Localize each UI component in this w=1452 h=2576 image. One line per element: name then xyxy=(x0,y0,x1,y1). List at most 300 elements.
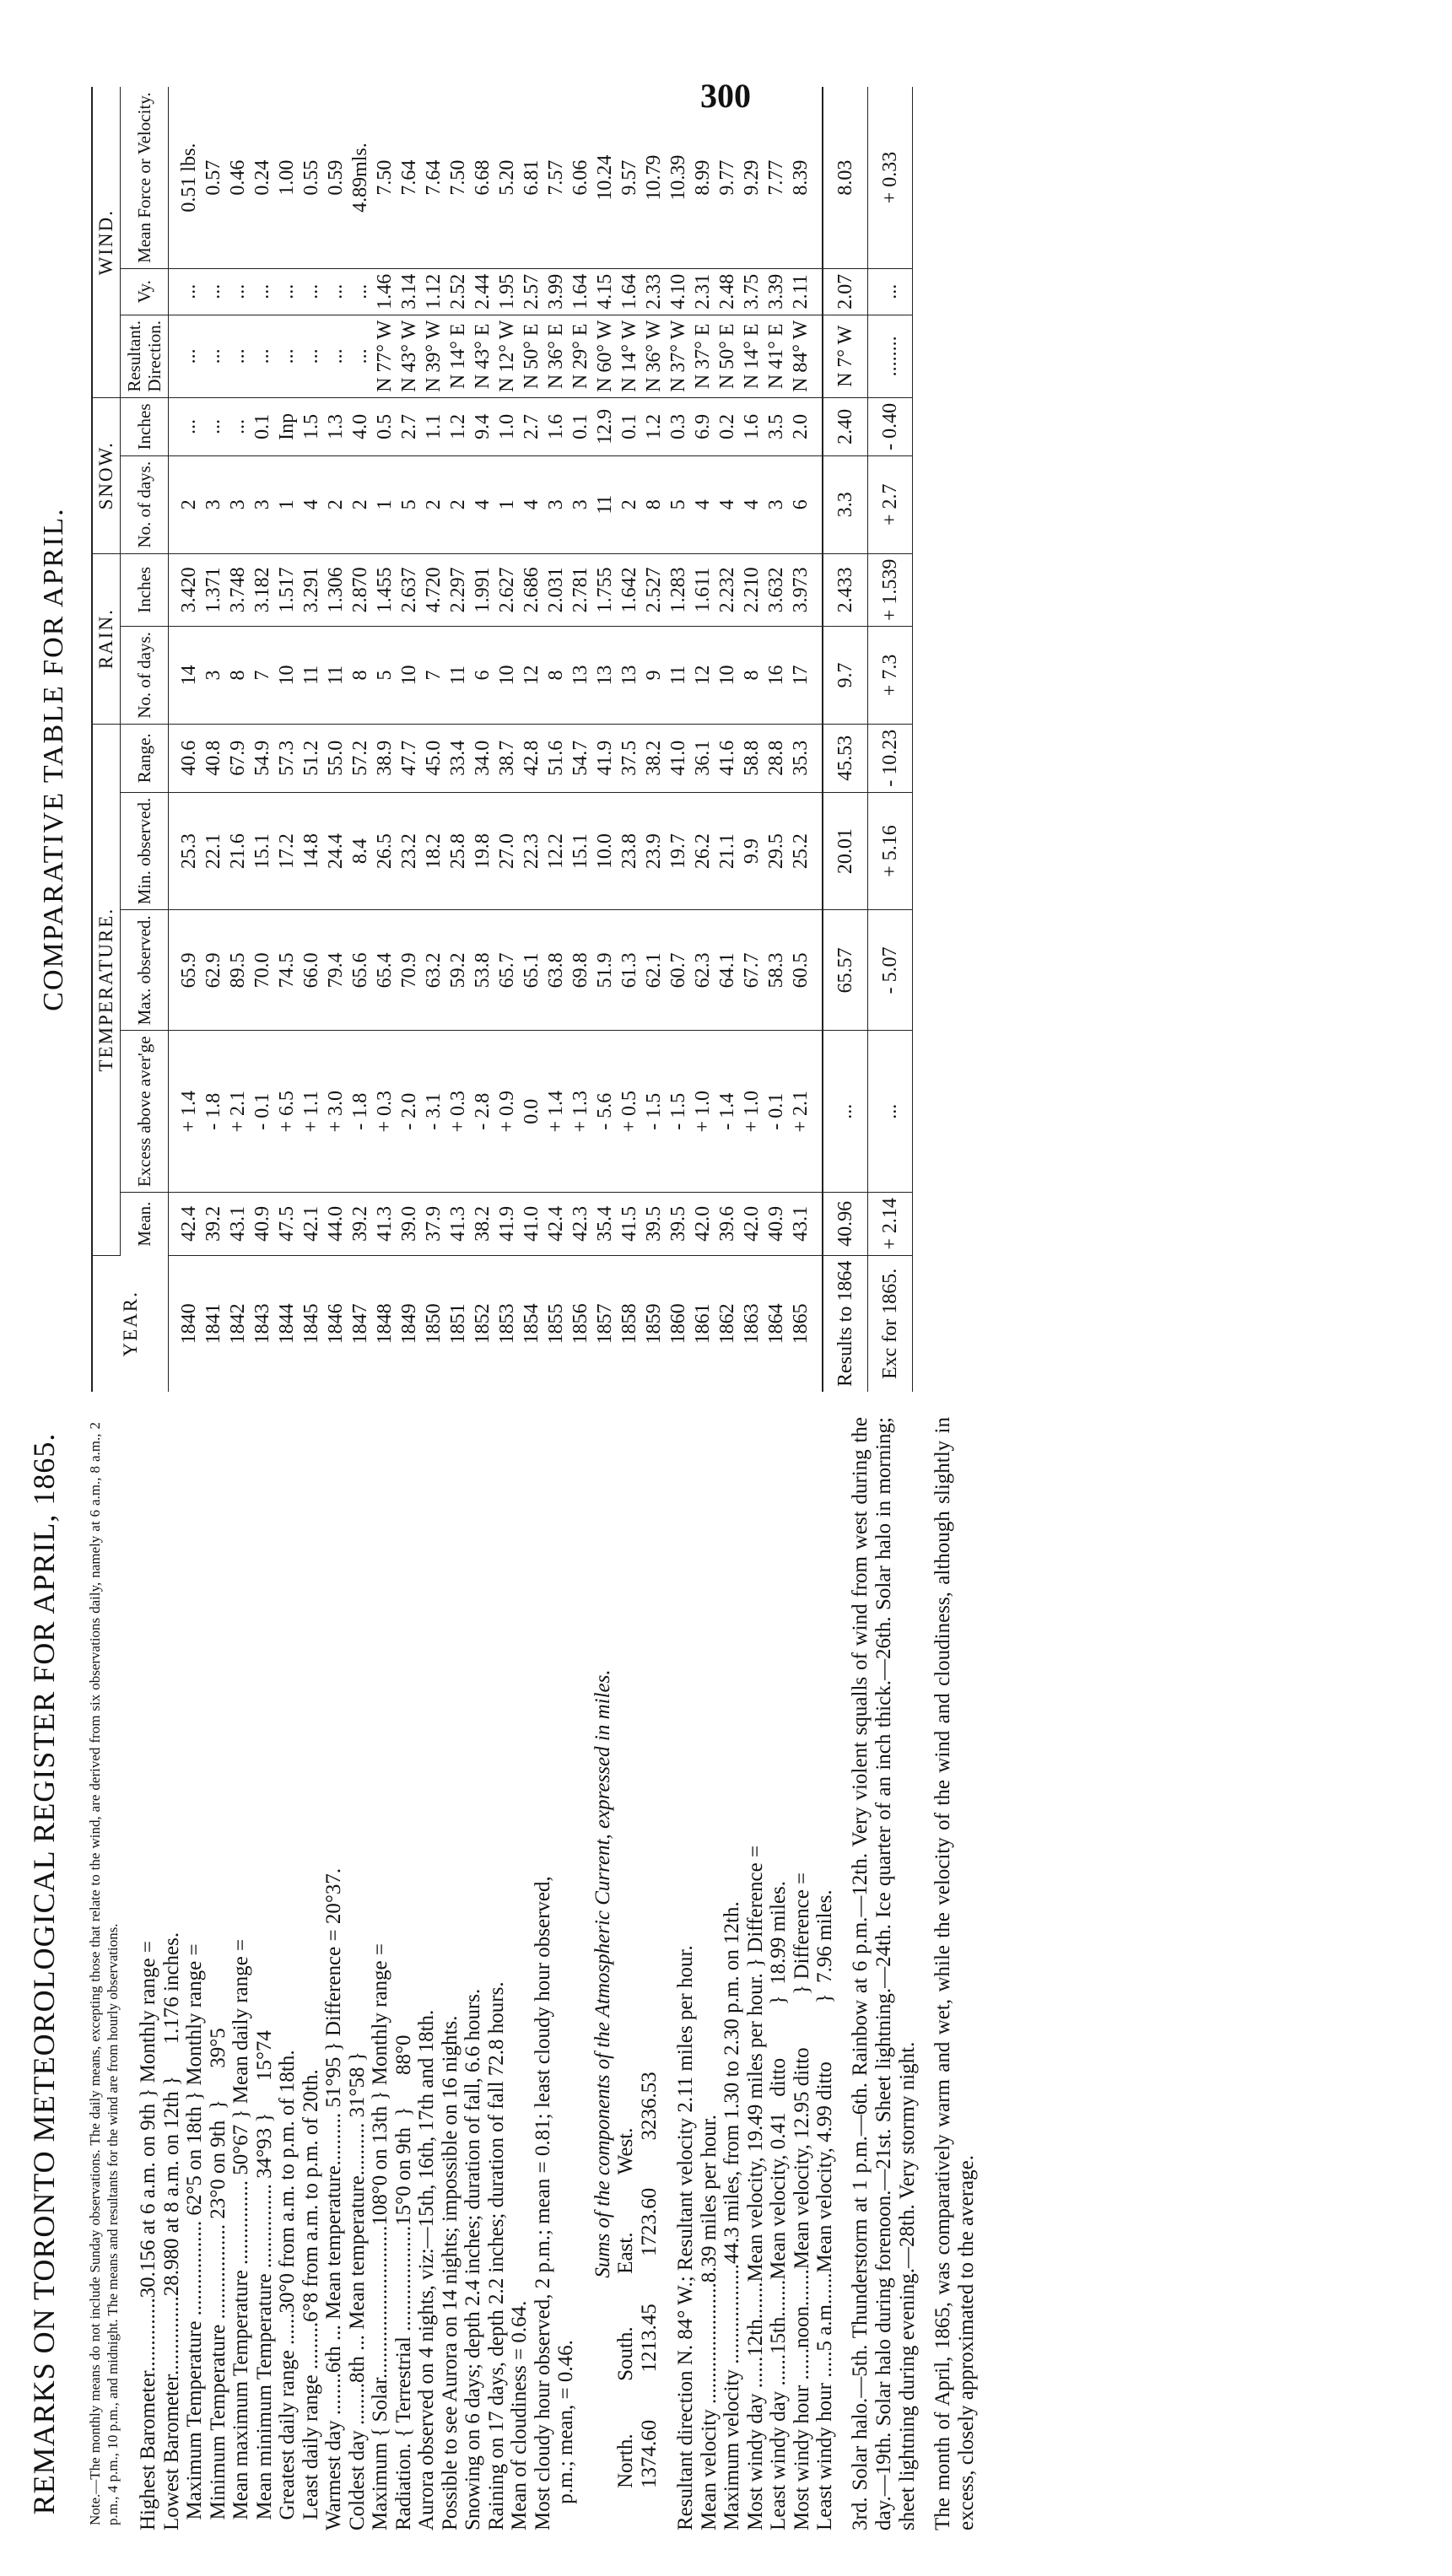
cell-snow-days: 4 xyxy=(740,455,764,553)
cell-max: 58.3 xyxy=(764,910,789,1031)
cell-rain-days: 14 xyxy=(169,627,202,725)
cell-range: 47.7 xyxy=(397,724,422,792)
cell-year: 1844 xyxy=(276,1303,298,1345)
cell-range: 41.6 xyxy=(715,724,740,792)
cell-excess: + 1.4 xyxy=(544,1031,569,1193)
cell-vy: 2.52 xyxy=(446,268,471,315)
cell-direction: N 14° E xyxy=(446,315,471,397)
cell-rain-days: 11 xyxy=(324,627,348,725)
cell-snow-days: 2 xyxy=(618,455,642,553)
cell-mean: 43.1 xyxy=(789,1193,823,1256)
cell-rain-in: 1.755 xyxy=(593,553,618,627)
cell-excess: + 0.3 xyxy=(373,1031,397,1193)
cell-rain-days: 13 xyxy=(569,627,593,725)
cell-vy: 1.12 xyxy=(422,268,446,315)
cell-range: 57.3 xyxy=(275,724,300,792)
cell-year: 1846 xyxy=(325,1303,347,1345)
cell-range: 37.5 xyxy=(618,724,642,792)
cell-force: 7.64 xyxy=(422,87,446,268)
cell-excess: - 2.8 xyxy=(471,1031,495,1193)
cell-direction: ... xyxy=(324,315,348,397)
remark-line: Mean of cloudiness = 0.64. xyxy=(508,2300,531,2530)
cell-year: 1849 xyxy=(398,1303,420,1345)
cell-excess: + 0.5 xyxy=(618,1031,642,1193)
cell-excess: 0.0 xyxy=(520,1031,544,1193)
cell-direction: ... xyxy=(169,315,202,397)
cell-vy: 1.64 xyxy=(569,268,593,315)
cell-snow-days: 2 xyxy=(348,455,373,553)
cell-force: 6.68 xyxy=(471,87,495,268)
col-range: Range. xyxy=(121,724,169,792)
cell-snow-in: 0.3 xyxy=(667,397,691,455)
cell-force: 0.24 xyxy=(251,87,275,268)
cell-snow-days: 5 xyxy=(397,455,422,553)
group-wind: WIND. xyxy=(92,87,121,397)
cell-excess: + 1.3 xyxy=(569,1031,593,1193)
cell-min: 25.2 xyxy=(789,792,823,910)
cell-vy: ... xyxy=(324,268,348,315)
cell-vy: ... xyxy=(226,268,251,315)
cell-vy: 2.48 xyxy=(715,268,740,315)
cell-direction: ... xyxy=(300,315,324,397)
cell-direction: N 50° E xyxy=(520,315,544,397)
cell-excess: - 1.4 xyxy=(715,1031,740,1193)
cell-direction: N 77° W xyxy=(373,315,397,397)
cell-vy: ... xyxy=(169,268,202,315)
cell-excess: - 5.6 xyxy=(593,1031,618,1193)
cell-min: 25.8 xyxy=(446,792,471,910)
cell-mean: 39.2 xyxy=(202,1193,226,1256)
cell-force: 0.57 xyxy=(202,87,226,268)
cell-rain-days: 8 xyxy=(740,627,764,725)
table-row xyxy=(348,87,373,1392)
cell-rain-in: 2.297 xyxy=(446,553,471,627)
remark-line: Mean minimum Temperature ................ 34°93 } 15°74 xyxy=(252,2030,276,2530)
cell-min: 26.5 xyxy=(373,792,397,910)
cell-rain-in: 2.686 xyxy=(520,553,544,627)
cell-mean: 37.9 xyxy=(422,1193,446,1256)
cell-snow-in: 2.0 xyxy=(789,397,823,455)
cell-direction: N 29° E xyxy=(569,315,593,397)
cell-rain-in: 2.210 xyxy=(740,553,764,627)
cell-snow-in: 1.5 xyxy=(300,397,324,455)
cell-mean: 47.5 xyxy=(275,1193,300,1256)
cell-min: 17.2 xyxy=(275,792,300,910)
cell-min: 23.8 xyxy=(618,792,642,910)
events-paragraph: 3rd. Solar halo.—5th. Thunderstorm at 1 p.m.—6th. Rainbow at 6 p.m.—12th. Very violent squalls of wind from west during the day.—19th. Solar halo during forenoon.—21st. Sheet lightning.—24th. Ice quarter of an inch thick.—26th. Solar halo in morning; sheet lightning during evening.—28th. Very stormy night. xyxy=(848,1417,919,2530)
cell-force: 7.77 xyxy=(764,87,789,268)
remarks-note: Note.—The monthly means do not include Sunday observations. The daily means, excepting those that relate to the wind, are derived from six observations daily, namely at 6 a.m., 8 a.m., 2 p.m., 4 p.m., 10 p.m., and midnight. The means and resultants for the wind are from hourly observations. xyxy=(87,1422,121,2525)
cell-range: 45.0 xyxy=(422,724,446,792)
cell-rain-days: 6 xyxy=(471,627,495,725)
cell-direction: N 36° W xyxy=(642,315,667,397)
remarks-lines xyxy=(137,1417,578,2530)
cell-excess: + 1.4 xyxy=(169,1031,202,1193)
cell-min: 9.9 xyxy=(740,792,764,910)
cell-excess: + 2.1 xyxy=(226,1031,251,1193)
page-number: 300 xyxy=(700,77,751,115)
cell-min: 15.1 xyxy=(569,792,593,910)
cell-force: 0.59 xyxy=(324,87,348,268)
cell-snow-in: 0.1 xyxy=(569,397,593,455)
cell-mean: 42.0 xyxy=(740,1193,764,1256)
cell-max: 63.2 xyxy=(422,910,446,1031)
col-snow-days: No. of days. xyxy=(121,455,169,553)
cell-year: 1848 xyxy=(374,1303,396,1345)
cell-max: 65.1 xyxy=(520,910,544,1031)
remark-line: Most cloudy hour observed, 2 p.m.; mean = 0.81; least cloudy hour observed, xyxy=(531,1876,554,2530)
cell-min: 18.2 xyxy=(422,792,446,910)
cell-direction: N 39° W xyxy=(422,315,446,397)
remark-line: Mean maximum Temperature ................ 50°67 } Mean daily range = xyxy=(229,1938,252,2530)
cell-rain-days: 17 xyxy=(789,627,823,725)
cell-snow-in: ... xyxy=(202,397,226,455)
cell-mean: 42.4 xyxy=(169,1193,202,1256)
cell-year: 1857 xyxy=(594,1303,616,1345)
cell-vy: 3.14 xyxy=(397,268,422,315)
remark-line: Possible to see Aurora on 14 nights; impossible on 16 nights. xyxy=(438,2015,462,2530)
cell-min: 19.8 xyxy=(471,792,495,910)
cell-rain-in: 2.870 xyxy=(348,553,373,627)
cell-force: 7.50 xyxy=(373,87,397,268)
cell-vy: 2.33 xyxy=(642,268,667,315)
cell-snow-days: 4 xyxy=(520,455,544,553)
cell-snow-in: 0.1 xyxy=(618,397,642,455)
cell-mean: 44.0 xyxy=(324,1193,348,1256)
cell-vy: 1.64 xyxy=(618,268,642,315)
remark-line: Coldest day ........8th ... Mean temperature.......... 31°58 } xyxy=(345,2051,369,2530)
cell-snow-days: 8 xyxy=(642,455,667,553)
cell-vy: 1.95 xyxy=(495,268,520,315)
cell-snow-in: 0.2 xyxy=(715,397,740,455)
remarks-title: REMARKS ON TORONTO METEOROLOGICAL REGISTER FOR APRIL, 1865. xyxy=(27,1432,61,2515)
cell-mean: 40.9 xyxy=(251,1193,275,1256)
cell-excess: - 1.8 xyxy=(348,1031,373,1193)
cell-direction: N 36° E xyxy=(544,315,569,397)
cell-year: 1851 xyxy=(447,1303,469,1345)
wind-line: Least windy day ......15th.......Mean velocity, 0.41 ditto } 18.99 miles. xyxy=(767,1880,790,2530)
cell-snow-days: 3 xyxy=(202,455,226,553)
col-mean: Mean. xyxy=(121,1193,169,1256)
cell-excess: + 0.3 xyxy=(446,1031,471,1193)
cell-year: 1842 xyxy=(227,1303,249,1345)
cell-direction: N 14° W xyxy=(618,315,642,397)
cell-max: 59.2 xyxy=(446,910,471,1031)
cell-max: 51.9 xyxy=(593,910,618,1031)
cell-force: 10.79 xyxy=(642,87,667,268)
cell-force: 0.55 xyxy=(300,87,324,268)
results-row: Results to 1864 40.96 ... 65.57 20.01 45.53 9.7 2.433 3.3 2.40 N 7° W 2.07 8.03 xyxy=(823,87,868,1392)
cell-rain-days: 5 xyxy=(373,627,397,725)
cell-max: 70.9 xyxy=(397,910,422,1031)
wind-line: Resultant direction N. 84° W.; Resultant velocity 2.11 miles per hour. xyxy=(674,1945,697,2530)
cell-direction: N 37° E xyxy=(691,315,715,397)
cell-rain-days: 12 xyxy=(520,627,544,725)
cell-force: 0.51 lbs. xyxy=(169,87,202,268)
cell-vy: 3.39 xyxy=(764,268,789,315)
col-velocity: Vy. xyxy=(121,268,169,315)
cell-min: 8.4 xyxy=(348,792,373,910)
cell-year: 1865 xyxy=(789,1255,823,1392)
cell-rain-days: 10 xyxy=(715,627,740,725)
cell-min: 24.4 xyxy=(324,792,348,910)
cell-range: 42.8 xyxy=(520,724,544,792)
cell-snow-in: 9.4 xyxy=(471,397,495,455)
cell-vy: ... xyxy=(202,268,226,315)
cell-snow-in: ... xyxy=(226,397,251,455)
cell-mean: 41.5 xyxy=(618,1193,642,1256)
cell-rain-days: 11 xyxy=(667,627,691,725)
table-row xyxy=(618,87,642,1392)
cell-min: 19.7 xyxy=(667,792,691,910)
cell-year: 1861 xyxy=(692,1303,714,1345)
cell-rain-in: 1.371 xyxy=(202,553,226,627)
group-temperature: TEMPERATURE. xyxy=(92,724,121,1255)
cell-excess: - 2.0 xyxy=(397,1031,422,1193)
cell-vy: 4.15 xyxy=(593,268,618,315)
cell-excess: - 1.8 xyxy=(202,1031,226,1193)
col-rain-days: No. of days. xyxy=(121,627,169,725)
cell-vy: ... xyxy=(251,268,275,315)
table-row xyxy=(226,87,251,1392)
cell-mean: 43.1 xyxy=(226,1193,251,1256)
cell-mean: 42.3 xyxy=(569,1193,593,1256)
cell-rain-days: 8 xyxy=(226,627,251,725)
cell-max: 53.8 xyxy=(471,910,495,1031)
table-row xyxy=(251,87,275,1392)
cell-snow-in: 1.6 xyxy=(544,397,569,455)
cell-max: 60.7 xyxy=(667,910,691,1031)
cell-vy: ... xyxy=(348,268,373,315)
cell-rain-days: 12 xyxy=(691,627,715,725)
table-row xyxy=(667,87,691,1392)
cell-min: 21.1 xyxy=(715,792,740,910)
cell-snow-days: 4 xyxy=(300,455,324,553)
table-row xyxy=(520,87,544,1392)
col-year: YEAR. xyxy=(92,1255,169,1392)
remark-line: Maximum Temperature .................. 62°5 on 18th } Monthly range = xyxy=(183,1943,206,2530)
cell-snow-days: 3 xyxy=(544,455,569,553)
col-max: Max. observed. xyxy=(121,910,169,1031)
cell-year: 1841 xyxy=(202,1303,224,1345)
cell-range: 38.9 xyxy=(373,724,397,792)
cell-min: 23.2 xyxy=(397,792,422,910)
rotated-page-content xyxy=(0,92,1316,2530)
cell-force: 8.99 xyxy=(691,87,715,268)
cell-range: 41.0 xyxy=(667,724,691,792)
col-mean-force: Mean Force or Velocity. xyxy=(121,87,169,268)
cell-min: 23.9 xyxy=(642,792,667,910)
cell-year: 1864 xyxy=(765,1303,787,1345)
cell-snow-in: 0.5 xyxy=(373,397,397,455)
cell-mean: 39.2 xyxy=(348,1193,373,1256)
table-row xyxy=(324,87,348,1392)
cell-vy: ... xyxy=(300,268,324,315)
cell-rain-in: 2.637 xyxy=(397,553,422,627)
cell-min: 29.5 xyxy=(764,792,789,910)
sums-row: North. South. East. West. xyxy=(614,2127,637,2530)
cell-excess: + 1.0 xyxy=(740,1031,764,1193)
table-row xyxy=(422,87,446,1392)
cell-snow-in: ... xyxy=(169,397,202,455)
cell-snow-in: 1.6 xyxy=(740,397,764,455)
cell-snow-days: 6 xyxy=(789,455,823,553)
cell-max: 65.9 xyxy=(169,910,202,1031)
table-row xyxy=(569,87,593,1392)
cell-force: 7.64 xyxy=(397,87,422,268)
cell-min: 15.1 xyxy=(251,792,275,910)
cell-direction: N 50° E xyxy=(715,315,740,397)
cell-year: 1840 xyxy=(178,1303,200,1345)
cell-snow-in: 6.9 xyxy=(691,397,715,455)
table-row xyxy=(715,87,740,1392)
cell-year: 1859 xyxy=(643,1303,665,1345)
cell-snow-in: 0.1 xyxy=(251,397,275,455)
cell-rain-days: 8 xyxy=(544,627,569,725)
cell-excess: + 2.1 xyxy=(789,1031,823,1193)
cell-mean: 39.5 xyxy=(642,1193,667,1256)
cell-min: 10.0 xyxy=(593,792,618,910)
cell-range: 55.0 xyxy=(324,724,348,792)
cell-direction: N 43° W xyxy=(397,315,422,397)
cell-snow-in: 1.3 xyxy=(324,397,348,455)
cell-max: 62.9 xyxy=(202,910,226,1031)
cell-max: 64.1 xyxy=(715,910,740,1031)
cell-max: 63.8 xyxy=(544,910,569,1031)
cell-snow-in: 1.1 xyxy=(422,397,446,455)
cell-range: 40.8 xyxy=(202,724,226,792)
cell-year: 1852 xyxy=(472,1303,494,1345)
cell-rain-in: 3.182 xyxy=(251,553,275,627)
cell-range: 35.3 xyxy=(789,724,823,792)
cell-rain-days: 11 xyxy=(446,627,471,725)
cell-rain-days: 7 xyxy=(251,627,275,725)
cell-snow-days: 2 xyxy=(169,455,202,553)
cell-direction: N 84° W xyxy=(789,315,823,397)
table-row xyxy=(169,87,202,1392)
cell-year: 1863 xyxy=(741,1303,763,1345)
cell-snow-days: 5 xyxy=(667,455,691,553)
cell-snow-days: 1 xyxy=(495,455,520,553)
cell-mean: 42.4 xyxy=(544,1193,569,1256)
comparative-table xyxy=(91,87,913,1392)
cell-rain-days: 16 xyxy=(764,627,789,725)
cell-max: 61.3 xyxy=(618,910,642,1031)
cell-range: 54.9 xyxy=(251,724,275,792)
cell-max: 65.4 xyxy=(373,910,397,1031)
cell-force: 9.29 xyxy=(740,87,764,268)
cell-rain-in: 2.527 xyxy=(642,553,667,627)
cell-snow-in: 1.2 xyxy=(446,397,471,455)
cell-rain-in: 3.973 xyxy=(789,553,823,627)
cell-snow-in: 1.2 xyxy=(642,397,667,455)
cell-excess: + 1.0 xyxy=(691,1031,715,1193)
cell-max: 66.0 xyxy=(300,910,324,1031)
cell-mean: 40.9 xyxy=(764,1193,789,1256)
year-rows xyxy=(169,87,823,1392)
cell-max: 60.5 xyxy=(789,910,823,1031)
cell-year: 1862 xyxy=(716,1303,738,1345)
cell-range: 57.2 xyxy=(348,724,373,792)
cell-snow-days: 2 xyxy=(446,455,471,553)
table-row xyxy=(397,87,422,1392)
cell-range: 58.8 xyxy=(740,724,764,792)
cell-rain-days: 3 xyxy=(202,627,226,725)
cell-mean: 41.3 xyxy=(373,1193,397,1256)
col-rain-inches: Inches xyxy=(121,553,169,627)
cell-snow-in: 2.7 xyxy=(520,397,544,455)
remark-line: Snowing on 6 days; depth 2.4 inches; duration of fall, 6.6 hours. xyxy=(462,1988,484,2530)
cell-rain-days: 9 xyxy=(642,627,667,725)
cell-direction: N 37° W xyxy=(667,315,691,397)
cell-range: 51.6 xyxy=(544,724,569,792)
wind-line: Most windy day ......12th.......Mean velocity, 19.49 miles per hour. } Difference = xyxy=(743,1845,767,2530)
table-row xyxy=(764,87,789,1392)
cell-max: 69.8 xyxy=(569,910,593,1031)
cell-year: 1843 xyxy=(251,1303,273,1345)
cell-snow-days: 3 xyxy=(764,455,789,553)
cell-vy: 1.46 xyxy=(373,268,397,315)
cell-mean: 38.2 xyxy=(471,1193,495,1256)
comparative-title: COMPARATIVE TABLE FOR APRIL. xyxy=(38,507,69,1011)
cell-rain-in: 1.283 xyxy=(667,553,691,627)
cell-force: 6.81 xyxy=(520,87,544,268)
cell-vy: 2.44 xyxy=(471,268,495,315)
cell-vy: 3.75 xyxy=(740,268,764,315)
cell-force: 5.20 xyxy=(495,87,520,268)
cell-snow-in: 12.9 xyxy=(593,397,618,455)
cell-rain-in: 1.991 xyxy=(471,553,495,627)
cell-max: 89.5 xyxy=(226,910,251,1031)
cell-excess: + 1.1 xyxy=(300,1031,324,1193)
col-direction: Resultant. Direction. xyxy=(121,315,169,397)
cell-mean: 41.9 xyxy=(495,1193,520,1256)
table-row xyxy=(789,87,823,1392)
cell-rain-in: 3.420 xyxy=(169,553,202,627)
remark-line: Minimum Temperature .................. 23°0 on 9th } 39°5 xyxy=(206,2028,229,2530)
cell-force: 7.57 xyxy=(544,87,569,268)
cell-range: 40.6 xyxy=(169,724,202,792)
cell-direction: ... xyxy=(348,315,373,397)
cell-rain-in: 3.291 xyxy=(300,553,324,627)
cell-excess: - 0.1 xyxy=(251,1031,275,1193)
cell-direction: N 41° E xyxy=(764,315,789,397)
cell-rain-days: 10 xyxy=(397,627,422,725)
cell-direction: N 60° W xyxy=(593,315,618,397)
table-row xyxy=(495,87,520,1392)
cell-force: 9.77 xyxy=(715,87,740,268)
col-snow-inches: Inches xyxy=(121,397,169,455)
cell-force: 9.57 xyxy=(618,87,642,268)
remark-line: Maximum { Solar.............................108°0 on 13th } Monthly range = xyxy=(369,1943,391,2530)
cell-rain-days: 10 xyxy=(495,627,520,725)
table-row xyxy=(446,87,471,1392)
cell-excess: + 3.0 xyxy=(324,1031,348,1193)
cell-direction: ... xyxy=(275,315,300,397)
cell-max: 74.5 xyxy=(275,910,300,1031)
cell-rain-in: 2.627 xyxy=(495,553,520,627)
remark-line: p.m.; mean, = 0.46. xyxy=(554,2340,577,2530)
cell-max: 62.1 xyxy=(642,910,667,1031)
remark-line: Aurora observed on 4 nights, viz:—15th, 16th, 17th and 18th. xyxy=(415,2009,438,2530)
cell-year: 1847 xyxy=(349,1303,371,1345)
cell-direction: N 14° E xyxy=(740,315,764,397)
cell-direction: N 12° W xyxy=(495,315,520,397)
cell-range: 34.0 xyxy=(471,724,495,792)
cell-min: 22.1 xyxy=(202,792,226,910)
cell-year: 1845 xyxy=(300,1303,322,1345)
table-row xyxy=(593,87,618,1392)
